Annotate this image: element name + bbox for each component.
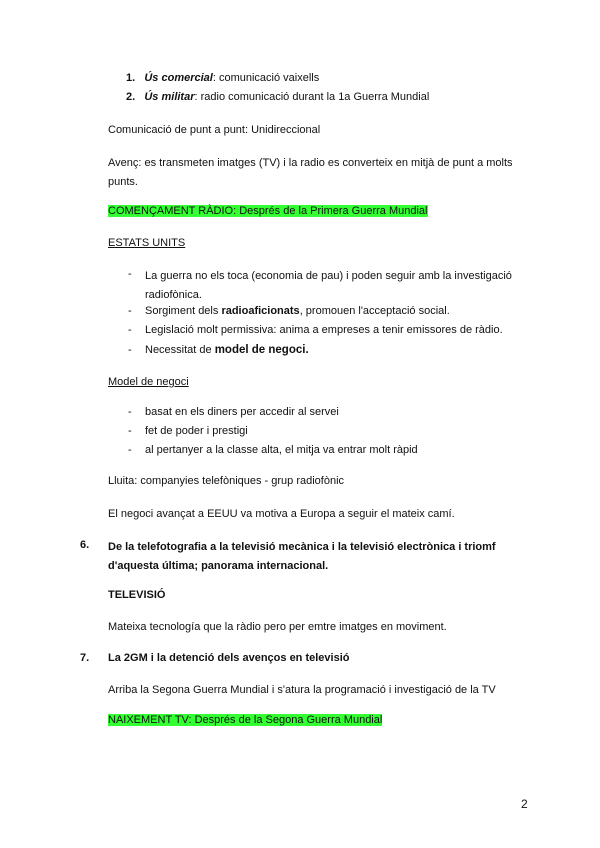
- list-item: fet de poder i prestigi: [145, 425, 248, 437]
- list-item: al pertanyer a la classe alta, el mitja va entrar molt ràpid: [145, 444, 418, 456]
- list-item-military: [126, 90, 429, 105]
- list-item: La guerra no els toca (economia de pau) i poden seguir amb la investigació radiofònica.: [145, 270, 512, 301]
- dash-icon: -: [128, 425, 132, 437]
- section-title-6: De la telefotografia a la televisió mecànica i la televisió electrònica i triomf d'aquesta última; panorama internacional.: [108, 541, 496, 572]
- dash-icon: -: [128, 444, 132, 456]
- list-number: 1.: [126, 72, 136, 84]
- paragraph-televisio: Mateixa tecnología que la ràdio pero per emtre imatges en moviment.: [108, 621, 447, 633]
- paragraph-lluita: Lluita: companyies telefòniques - grup radiofònic: [108, 475, 345, 487]
- list-term: Ús comercial: [144, 72, 213, 84]
- list-item: Legislació molt permissiva: anima a empreses a tenir emissores de ràdio.: [145, 324, 503, 336]
- list-item-commercial: [126, 71, 319, 86]
- list-text: : comunicació vaixells: [212, 72, 320, 84]
- dash-icon: -: [128, 268, 132, 280]
- list-item: Sorgiment dels radioaficionats, promouen l'acceptació social.: [145, 305, 450, 317]
- highlight-text: COMENÇAMENT RÀDIO: Després de la Primera Guerra Mundial: [108, 205, 428, 217]
- dash-icon: -: [128, 305, 132, 317]
- page-number: 2: [521, 797, 528, 811]
- heading-model-negoci: Model de negoci: [108, 376, 189, 388]
- section-number: 7.: [80, 652, 90, 664]
- heading-estats-units: ESTATS UNITS: [108, 237, 186, 249]
- list-term: Ús militar: [144, 91, 195, 103]
- dash-icon: -: [128, 324, 132, 336]
- list-item: basat en els diners per accedir al servei: [145, 406, 339, 418]
- dash-icon: -: [128, 406, 132, 418]
- section-title-7: La 2GM i la detenció dels avenços en televisió: [108, 652, 350, 664]
- dash-icon: -: [128, 344, 132, 356]
- highlight-naixement-tv: [108, 713, 382, 728]
- section-number: 6.: [80, 539, 90, 551]
- paragraph-negoci: El negoci avançat a EEUU va motiva a Europa a seguir el mateix camí.: [108, 508, 455, 520]
- heading-televisio: TELEVISIÓ: [108, 589, 166, 601]
- highlight-comencament-radio: [108, 204, 428, 219]
- list-text: : radio comunicació durant la 1a Guerra Mundial: [194, 91, 430, 103]
- highlight-text: NAIXEMENT TV: Després de la Segona Guerra Mundial: [108, 714, 383, 726]
- paragraph-segona-guerra: Arriba la Segona Guerra Mundial i s'atura la programació i investigació de la TV: [108, 684, 496, 696]
- list-number: 2.: [126, 91, 136, 103]
- paragraph-comunicacio: Comunicació de punt a punt: Unidireccional: [108, 124, 321, 136]
- paragraph-avenc: Avenç: es transmeten imatges (TV) i la radio es converteix en mitjà de punt a molts punts.: [108, 157, 513, 188]
- list-item: Necessitat de model de negoci.: [145, 344, 309, 356]
